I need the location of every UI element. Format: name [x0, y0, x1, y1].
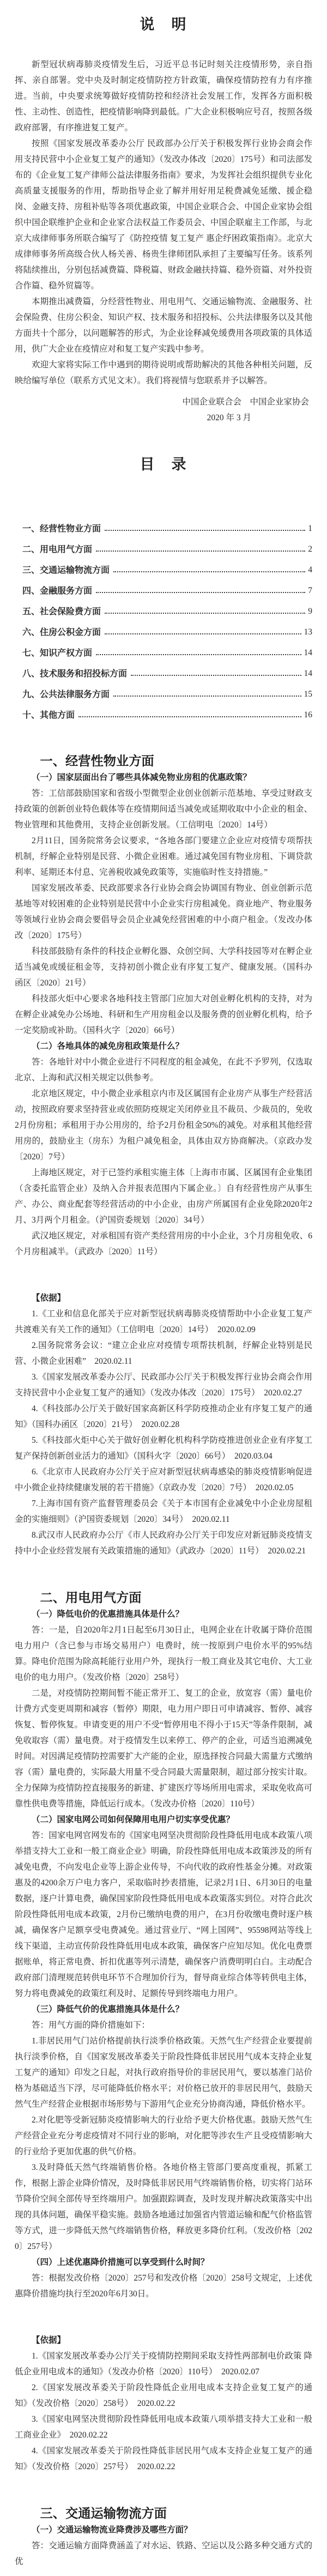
basis-item: 7.上海市国有资产监督管理委员会《关于本市国有企业减免中小企业房屋租金的实施细则》（沪国资委规划〔2020〕34号） 2020.02.11 — [15, 1499, 312, 1524]
basis-item: 1.《工业和信息化部关于应对新型冠状病毒肺炎疫情帮助中小企业复工复产共渡难关有关工作的通知》（工信明电〔2020〕14号） 2020.02.09 — [15, 1309, 312, 1334]
toc-row — [15, 557, 312, 577]
notes-body — [15, 57, 312, 389]
answer-paragraph: 国家发展改革委、民政部要求各行业协会商会协调国有物业、创业创新示范基地等对较困难的企业特别是民营中小企业实行房租减免。商业地产、物业服务等领域行业协会商会要倡导会员企业减免经营困难的中小商户租金。（发改办体改〔2020〕175号） — [15, 884, 312, 940]
section-transport-logistics — [15, 2506, 312, 2569]
toc-page-number: 9 — [308, 607, 312, 616]
signature-date: 2020 年 3 月 — [207, 413, 251, 422]
basis-item: 6.《北京市人民政府办公厅关于应对新型冠状病毒感染的肺炎疫情影响促进中小微企业持续健康发展的若干措施》（京政办发〔2020〕7号） 2020.02.05 — [15, 1467, 312, 1492]
toc-label: 二、用电用气方面 — [22, 545, 93, 554]
toc-label: 三、交通运输物流方面 — [22, 566, 110, 575]
answer-paragraph: 答：各地针对中小微企业进行不同程度的租金减免，在此不予罗列，仅选取北京、上海和武汉相关规定以供参考。 — [15, 1057, 312, 1083]
basis-label: 【依据】 — [32, 2336, 66, 2345]
question-heading: （二）各地具体的减免房租政策是什么？ — [32, 1042, 184, 1051]
basis-block — [15, 1290, 312, 1559]
answer-paragraph: 1.非居民用气门站价格提前执行淡季价格政策。天然气生产经营企业要提前执行淡季价格，自《国家发展改革委关于阶段性降低非居民用气成本支持企业复工复产的通知》印发之日起，对执行政府指导价的非居民用气，要以基准门站价格为基础适当下浮，尽可能降低价格水平；对价格已放开的非居民用气，鼓励天然气生产经营企业根据市场形势与下游用气企业充分协商沟通，降低价格水平。 — [15, 2036, 312, 2109]
basis-block — [15, 2332, 312, 2475]
toc-row — [15, 515, 312, 536]
signature-org: 中国企业联合会 中国企业家协会 — [182, 397, 309, 407]
toc-row — [15, 639, 312, 660]
basis-item: 4.《科技部办公厅关于做好国家高新区科学防疫推动企业有序复工复产的通知》（国科办函区〔2020〕21号） 2020.02.28 — [15, 1404, 312, 1429]
answer-paragraph: 北京地区规定，中小微企业承租京内市及区属国有企业房产从事生产经营活动，按照政府要求坚持营业或依照防疫规定关闭停业且不裁员、少裁员的，免收2月份房租；承租用于办公用房的，给予2月份租金50%的减免。对承租其他经营用房的，鼓励业主（房东）为租户减免租金，具体由双方协商解决。（京政办发〔2020〕7号） — [15, 1089, 312, 1162]
toc-page-number: 2 — [308, 545, 312, 554]
basis-item: 8.武汉市人民政府办公厅《市人民政府办公厅关于印发应对新冠肺炎疫情支持中小企业经营发展有关政策措施的通知》（武政办〔2020〕11号） 2020.02.21 — [15, 1531, 312, 1556]
toc-row — [15, 619, 312, 639]
basis-item: 2.国务院常务会议：“建立企业应对疫情专项帮扶机制，纾解企业特别是民营、小微企业困难” 2020.02.11 — [15, 1341, 312, 1366]
question-heading: （二）国家电网公司如何保障用电用户切实享受优惠？ — [32, 1815, 235, 1824]
basis-item: 3.《国家发展改革委办公厅、民政部办公厅关于积极发挥行业协会商会作用 支持民营中小企业复工复产的通知》（发改办体改〔2020〕175号） 2020.02.27 — [15, 1372, 312, 1398]
toc-page-number: 4 — [308, 565, 312, 575]
toc-label: 六、住房公积金方面 — [22, 628, 101, 637]
toc-dots — [105, 530, 305, 531]
toc-row — [15, 681, 312, 702]
question-heading: （三）降低气价的优惠措施具体是什么？ — [32, 2005, 184, 2014]
toc-title: 目 录 — [140, 456, 187, 473]
basis-item: 1.《国家发展改革委办公厅关于疫情防控期间采取支持性两部制电价政策 降低企业用电成本的通知》（发改办价格〔2020〕110号） 2020.02.07 — [15, 2351, 312, 2377]
answer-paragraph: 答：交通运输方面降费涵盖了对水运、铁路、空运以及公路多种交通方式的优 — [15, 2541, 312, 2566]
answer-paragraph: 答：根据发改价格〔2020〕257号和发改价格〔2020〕258号文规定，上述优惠降价措施均执行至2020年6月30日。 — [15, 2273, 312, 2299]
basis-item: 2.《国家发展改革委关于阶段性降低企业用电成本支持企业复工复产的通知》（发改价格〔2020〕258号） 2020.02.22 — [15, 2383, 312, 2408]
toc-label: 九、公共法律服务方面 — [22, 690, 110, 699]
basis-item: 4.《国家发展改革委关于阶段性降低非居民用气成本支持企业复工复产的通知》（发改价格〔2020〕257号） 2020.02.22 — [15, 2446, 312, 2471]
toc-label: 五、社会保险费方面 — [22, 607, 101, 616]
toc-row — [15, 702, 312, 722]
question-heading: （一）降低电价的优惠措施具体是什么？ — [32, 1610, 184, 1619]
notes-paragraph: 新型冠状病毒肺炎疫情发生后，习近平总书记时刻关注疫情形势，亲自指挥、亲自部署。党中央及时制定疫情防控方针政策，确保疫情防控有力有序推进。当前，中央要求统筹做好疫情防控和经济社会发展工作，发挥各方面积极性、主动性、创造性，把疫情影响降到最低。广大企业积极响应号召，按照各级政府部署，有序推进复工复产。 — [15, 60, 312, 132]
toc-dots — [78, 716, 301, 717]
answer-paragraph: 上海地区规定，对于已签约承租实施主体〔上海市市属、区属国有企业集团（含委托监管企业）及纳入合并报表范围内下属企业。〕自有经营性房产从事生产、办公、商业配套等经营活动的中小企业，由房产所属国有企业免除2020年2月、3月两个月租金。（沪国资委规划〔2020〕34号） — [15, 1168, 312, 1225]
toc-label: 八、技术服务和招投标方面 — [22, 669, 128, 679]
toc-dots — [105, 633, 301, 634]
section-electricity-gas — [15, 1591, 312, 2475]
toc-dots — [113, 696, 301, 697]
toc-label: 七、知识产权方面 — [22, 649, 93, 658]
toc-dots — [96, 551, 305, 552]
basis-item: 3.《国家电网坚决贯彻阶段性降低用电成本政策八项举措支持大工业和一般工商业企业》 2020.02.22 — [15, 2415, 312, 2440]
answer-paragraph: 2.对化肥等受新冠肺炎疫情影响大的行业给予更大价格优惠。鼓励天然气生产经营企业充分考虑疫情对不同行业的影响，对化肥等涉农生产且受疫情影响大的行业给予更加优惠的供气价格。 — [15, 2115, 312, 2156]
section-property — [15, 754, 312, 1559]
signature-block — [15, 394, 312, 426]
question-heading: （一）国家层面出台了哪些具体减免物业房租的优惠政策？ — [32, 773, 252, 782]
basis-item: 5.《科技部火炬中心关于做好创业孵化机构科学防疫推进创业企业有序复工复产保持创新创业活力的通知》（国科火字〔2020〕66号） 2020.03.04 — [15, 1436, 312, 1461]
notes-paragraph: 本期推出减费篇，分经营性物业、用电用气、交通运输物流、金融服务、社会保险费、住房公积金、知识产权、技术服务和招投标、公共法律服务以及其他方面共十个部分，以问题解答的形式，为企业诠释减免缓费用各项政策的具体适用，供广大企业在疫情应对和复工复产实践中参考。 — [15, 297, 312, 354]
toc-page-number: 15 — [304, 690, 312, 699]
toc-row — [15, 536, 312, 557]
toc-page-number: 1 — [308, 524, 312, 533]
toc-dots — [113, 571, 305, 572]
question-heading: （四）上述优惠降价措施可以享受到什么时间？ — [32, 2258, 209, 2267]
answer-paragraph: 科技部鼓励有条件的科技企业孵化器、众创空间、大学科技园等对在孵企业适当减免或缓征租金等，支持初创小微企业有序复工复产、健康发展。（国科办函区〔2020〕21号） — [15, 947, 312, 988]
answer-paragraph: 二是，对疫情防控期间暂不能正常开工、复工的企业，放宽容（需）量电价计费方式变更周期和减容（暂停）期限，电力用户即日可申请减容、暂停、减容恢复、暂停恢复。申请变更的用户不受“暂停用电不得小于15天”等条件限制，减免收取容（需）量电费。对于疫情发生以来停工、停产的企业，可适当追溯减免时间。对因满足疫情防控需要扩大产能的企业，原选择按合同最大需量方式缴纳容（需）量电费的，实际最大用量不受合同最大需量限制，超过部分按实计取。全力保障为疫情防控直接服务的新建、扩建医疗等场所用电需求，采取免收高可靠性供电费等措施，降低运行成本。（发改办价格〔2020〕110号） — [15, 1689, 312, 1809]
toc-dots — [96, 592, 305, 593]
answer-paragraph: 3.及时降低天然气终端销售价格。各地价格主管部门要高度重视，抓紧工作，根据上游企业降价情况，及时降低非居民用气终端销售价格，切实将门站环节降价空间全部传导至终端用户。加强跟踪调查，及时发现并解决政策落实中出现的具体问题，确保平稳实施。鼓励各地通过加强省内管道运输和配气价格监管等方式，进一步降低天然气终端销售价格，释放更多降价红利。（发改价格〔2020〕257号） — [15, 2163, 312, 2251]
toc-page-number: 13 — [304, 627, 312, 637]
notes-title: 说 明 — [140, 16, 187, 33]
toc-page-number: 7 — [308, 586, 312, 595]
basis-label: 【依据】 — [32, 1293, 66, 1303]
toc-dots — [131, 675, 301, 676]
toc-dots — [105, 613, 305, 614]
toc-page-number: 16 — [304, 710, 312, 719]
answer-paragraph: 科技部火炬中心要求各地科技主管部门应加大对创业孵化机构的支持，对为在孵企业减免办公场地、科研和生产用房租金以及服务费的创业孵化机构，给予一定奖励或补助。（国科火字〔2020〕66号） — [15, 994, 312, 1035]
table-of-contents — [15, 515, 312, 722]
answer-paragraph: 答：一是，自2020年2月1日起至6月30日止，电网企业在计收属于降价范围电力用户（含已参与市场交易用户）电费时，统一按原到户电价水平的95%结算。降电价范围为除高耗能行业用户外，现执行一般工商业及其它电价、大工业电价的电力用户。（发改价格〔2020〕258号） — [15, 1625, 312, 1682]
notes-paragraph: 欢迎大家将实际工作中遇到的期待说明或帮助解决的其他各种相关问题，反映给编写单位（联系方式见文末）。我们将视情与您联系并予以解答。 — [15, 360, 312, 385]
toc-page-number: 14 — [304, 648, 312, 657]
answer-paragraph: 答：用气方面的降价措施如下： — [32, 2021, 150, 2030]
answer-paragraph: 2月11日，国务院常务会议要求，“各地各部门要建立企业应对疫情专项帮扶机制，纾解企业特别是民营、小微企业困难。通过减免国有物业房租、下调贷款利率、延期还本付息、完善税收减免政策等，实施临时性支持措施。” — [15, 836, 312, 877]
toc-label: 一、经营性物业方面 — [22, 524, 101, 534]
answer-paragraph: 答：工信部鼓励国家和省级小型微型企业创业创新示范基地、享受过财政支持政策的创新创业特色载体等在疫情期间适当减免或延期收取中小企业的租金、物业管理和其他费用，支持企业创新发展。（工信明电〔2020〕14号） — [15, 789, 312, 830]
notes-paragraph: 按照《国家发展改革委办公厅 民政部办公厅关于积极发挥行业协会商会作用支持民营中小企业复工复产的通知》（发改办体改〔2020〕175号）和司法部发布的《企业复工复产律师公益法律服务指南》要求，为发挥社会组织提供专业化高质量支援服务的作用，帮助指导企业了解并用好用足税费减免延缴、援企稳岗、金融支持、房租补贴等各项优惠政策，中国企业联合会、中国企业家协会组织中国企联维护企业和企业家合法权益工作委员会、中国企联雇主工作部，与北京大成律师事务所联合编写了《防控疫情 复工复产 惠企纾困政策指南》。北京大成律师事务所高级合伙人杨关善、杨贵生律师团队承担了主要编写任务。该系列将陆续推出，分别包括减费篇、降税篇、财政金融扶持篇、稳外资篇、对外投资合作篇、稳外贸篇等。 — [15, 139, 312, 291]
toc-label: 十、其他方面 — [22, 711, 75, 720]
answer-paragraph: 武汉地区规定，对承租国有资产类经营用房的中小企业，3个月房租免收、6个月房租减半。（武政办〔2020〕11号） — [15, 1231, 312, 1256]
answer-paragraph: 答：国家电网官网发布的《国家电网坚决贯彻阶段性降低用电成本政策八项举措支持大工业和一般工商业企业》明确，阶段性降低用电成本政策涉及的所有减免电费，不向发电企业等上游企业传导，不向代收的政府性基金分摊。对政策惠及的4200余万户电力客户，采取临时抄表措施，记录2月1日、6月30日的电量数据，逐户计算电费，确保国家阶段性降低用电成本政策落实到位。对符合此次阶段性降低用电成本政策，2月份已缴纳电费的用户，在3月份收缴电费时逐户核减，确保客户足额享受电费减免。通过营业厅、“网上国网”、95598网站等线上线下渠道，主动宣传阶段性降低用电成本政策，确保客户应知尽知。优化电费票据账单，将正常电费、折扣优惠等列示清楚，确保客户消费明明白白。主动配合政府部门清理规范转供电环节不合理加价行为，督导商业综合体等转供电主体，努力将电费减免的政策红利及时、足额传导到终端电力用户。 — [15, 1831, 312, 1998]
toc-row — [15, 598, 312, 619]
question-heading: （一）交通运输物流业降费涉及哪些方面？ — [32, 2525, 192, 2535]
toc-row — [15, 660, 312, 681]
section-heading: 三、交通运输物流方面 — [40, 2507, 167, 2521]
section-heading: 一、经营性物业方面 — [40, 754, 154, 769]
toc-label: 四、金融服务方面 — [22, 586, 93, 596]
toc-row — [15, 577, 312, 598]
toc-page-number: 14 — [304, 669, 312, 678]
section-heading: 二、用电用气方面 — [40, 1591, 142, 1605]
toc-dots — [96, 654, 301, 655]
